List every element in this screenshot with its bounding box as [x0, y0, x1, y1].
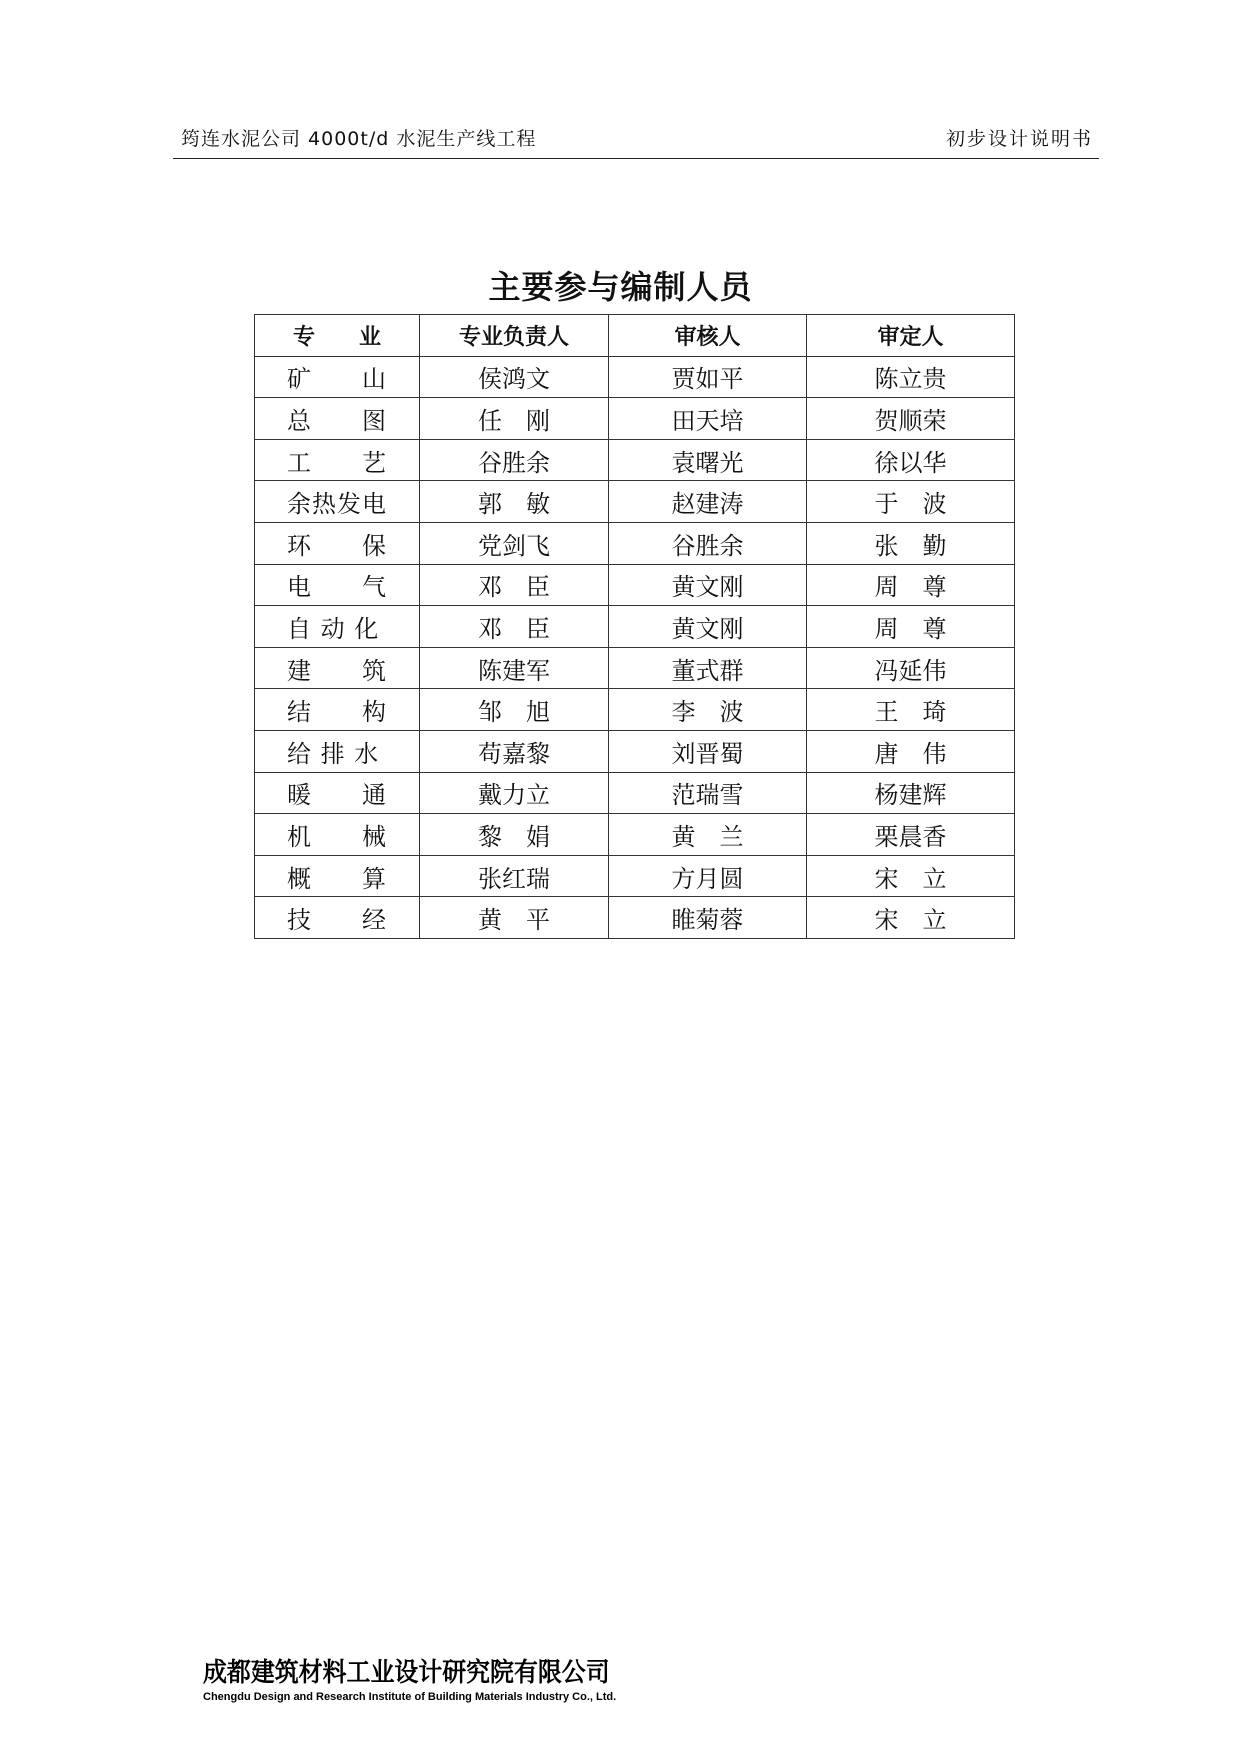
table-row — [255, 439, 1015, 481]
cell-lead: 郭 敏 — [420, 481, 609, 523]
cell-specialty: 机 械 — [255, 814, 420, 856]
company-name-en: Chengdu Design and Research Institute of Building Materials Industry Co., Ltd. — [203, 1691, 617, 1703]
cell-specialty: 总 图 — [255, 398, 420, 440]
page-header — [173, 122, 1099, 159]
company-logo — [203, 1652, 645, 1703]
cell-lead: 黎 娟 — [420, 814, 609, 856]
cell-specialty: 给 排 水 — [255, 730, 420, 772]
header-project-title: 筠连水泥公司 4000t/d 水泥生产线工程 — [181, 128, 537, 150]
table-row — [255, 814, 1015, 856]
cell-approver: 贺顺荣 — [807, 398, 1015, 440]
table-row — [255, 855, 1015, 897]
cell-lead: 侯鸿文 — [420, 356, 609, 398]
cell-lead: 陈建军 — [420, 647, 609, 689]
cell-reviewer: 董式群 — [609, 647, 807, 689]
header-lead: 专业负责人 — [420, 315, 609, 357]
table-row — [255, 647, 1015, 689]
cell-specialty: 建 筑 — [255, 647, 420, 689]
table-row — [255, 689, 1015, 731]
table-row — [255, 606, 1015, 648]
cell-reviewer: 袁曙光 — [609, 439, 807, 481]
cell-lead: 谷胜余 — [420, 439, 609, 481]
cell-reviewer: 刘晋蜀 — [609, 730, 807, 772]
cell-approver: 唐 伟 — [807, 730, 1015, 772]
cell-reviewer: 贾如平 — [609, 356, 807, 398]
header-reviewer: 审核人 — [609, 315, 807, 357]
cell-approver: 周 尊 — [807, 564, 1015, 606]
cell-specialty: 概 算 — [255, 855, 420, 897]
cell-lead: 邹 旭 — [420, 689, 609, 731]
table-row — [255, 730, 1015, 772]
table-row — [255, 772, 1015, 814]
cell-lead: 张红瑞 — [420, 855, 609, 897]
cell-approver: 杨建辉 — [807, 772, 1015, 814]
header-doc-type: 初步设计说明书 — [945, 128, 1093, 150]
cell-reviewer: 黄文刚 — [609, 606, 807, 648]
cell-specialty: 电 气 — [255, 564, 420, 606]
cell-reviewer: 赵建涛 — [609, 481, 807, 523]
cell-lead: 任 刚 — [420, 398, 609, 440]
cell-approver: 徐以华 — [807, 439, 1015, 481]
cell-specialty: 矿 山 — [255, 356, 420, 398]
cell-approver: 宋 立 — [807, 855, 1015, 897]
cell-approver: 周 尊 — [807, 606, 1015, 648]
cell-lead: 党剑飞 — [420, 522, 609, 564]
header-approver: 审定人 — [807, 315, 1015, 357]
cell-reviewer: 黄文刚 — [609, 564, 807, 606]
cell-reviewer: 睢菊蓉 — [609, 897, 807, 939]
cell-approver: 王 琦 — [807, 689, 1015, 731]
cell-reviewer: 田天培 — [609, 398, 807, 440]
table-body — [255, 356, 1015, 938]
table-row — [255, 481, 1015, 523]
table-row — [255, 897, 1015, 939]
staff-table — [254, 314, 1015, 939]
cell-lead: 苟嘉黎 — [420, 730, 609, 772]
cell-approver: 栗晨香 — [807, 814, 1015, 856]
table-row — [255, 356, 1015, 398]
cell-approver: 陈立贵 — [807, 356, 1015, 398]
cell-specialty: 暖 通 — [255, 772, 420, 814]
table-row — [255, 398, 1015, 440]
table-header-row — [255, 315, 1015, 357]
cell-approver: 宋 立 — [807, 897, 1015, 939]
cell-reviewer: 李 波 — [609, 689, 807, 731]
cell-approver: 于 波 — [807, 481, 1015, 523]
cell-reviewer: 范瑞雪 — [609, 772, 807, 814]
cell-approver: 冯延伟 — [807, 647, 1015, 689]
cell-lead: 戴力立 — [420, 772, 609, 814]
cell-specialty: 余热发电 — [255, 481, 420, 523]
cell-reviewer: 方月圆 — [609, 855, 807, 897]
cell-specialty: 技 经 — [255, 897, 420, 939]
cell-lead: 黄 平 — [420, 897, 609, 939]
header-specialty: 专 业 — [255, 315, 420, 357]
cell-specialty: 环 保 — [255, 522, 420, 564]
cell-approver: 张 勤 — [807, 522, 1015, 564]
cell-specialty: 结 构 — [255, 689, 420, 731]
cell-reviewer: 黄 兰 — [609, 814, 807, 856]
table-row — [255, 564, 1015, 606]
cell-lead: 邓 臣 — [420, 564, 609, 606]
cell-reviewer: 谷胜余 — [609, 522, 807, 564]
cell-specialty: 工 艺 — [255, 439, 420, 481]
table-row — [255, 522, 1015, 564]
cell-lead: 邓 臣 — [420, 606, 609, 648]
company-name-cn: 成都建筑材料工业设计研究院有限公司 — [203, 1658, 610, 1688]
page-title: 主要参与编制人员 — [488, 268, 753, 306]
cell-specialty: 自 动 化 — [255, 606, 420, 648]
